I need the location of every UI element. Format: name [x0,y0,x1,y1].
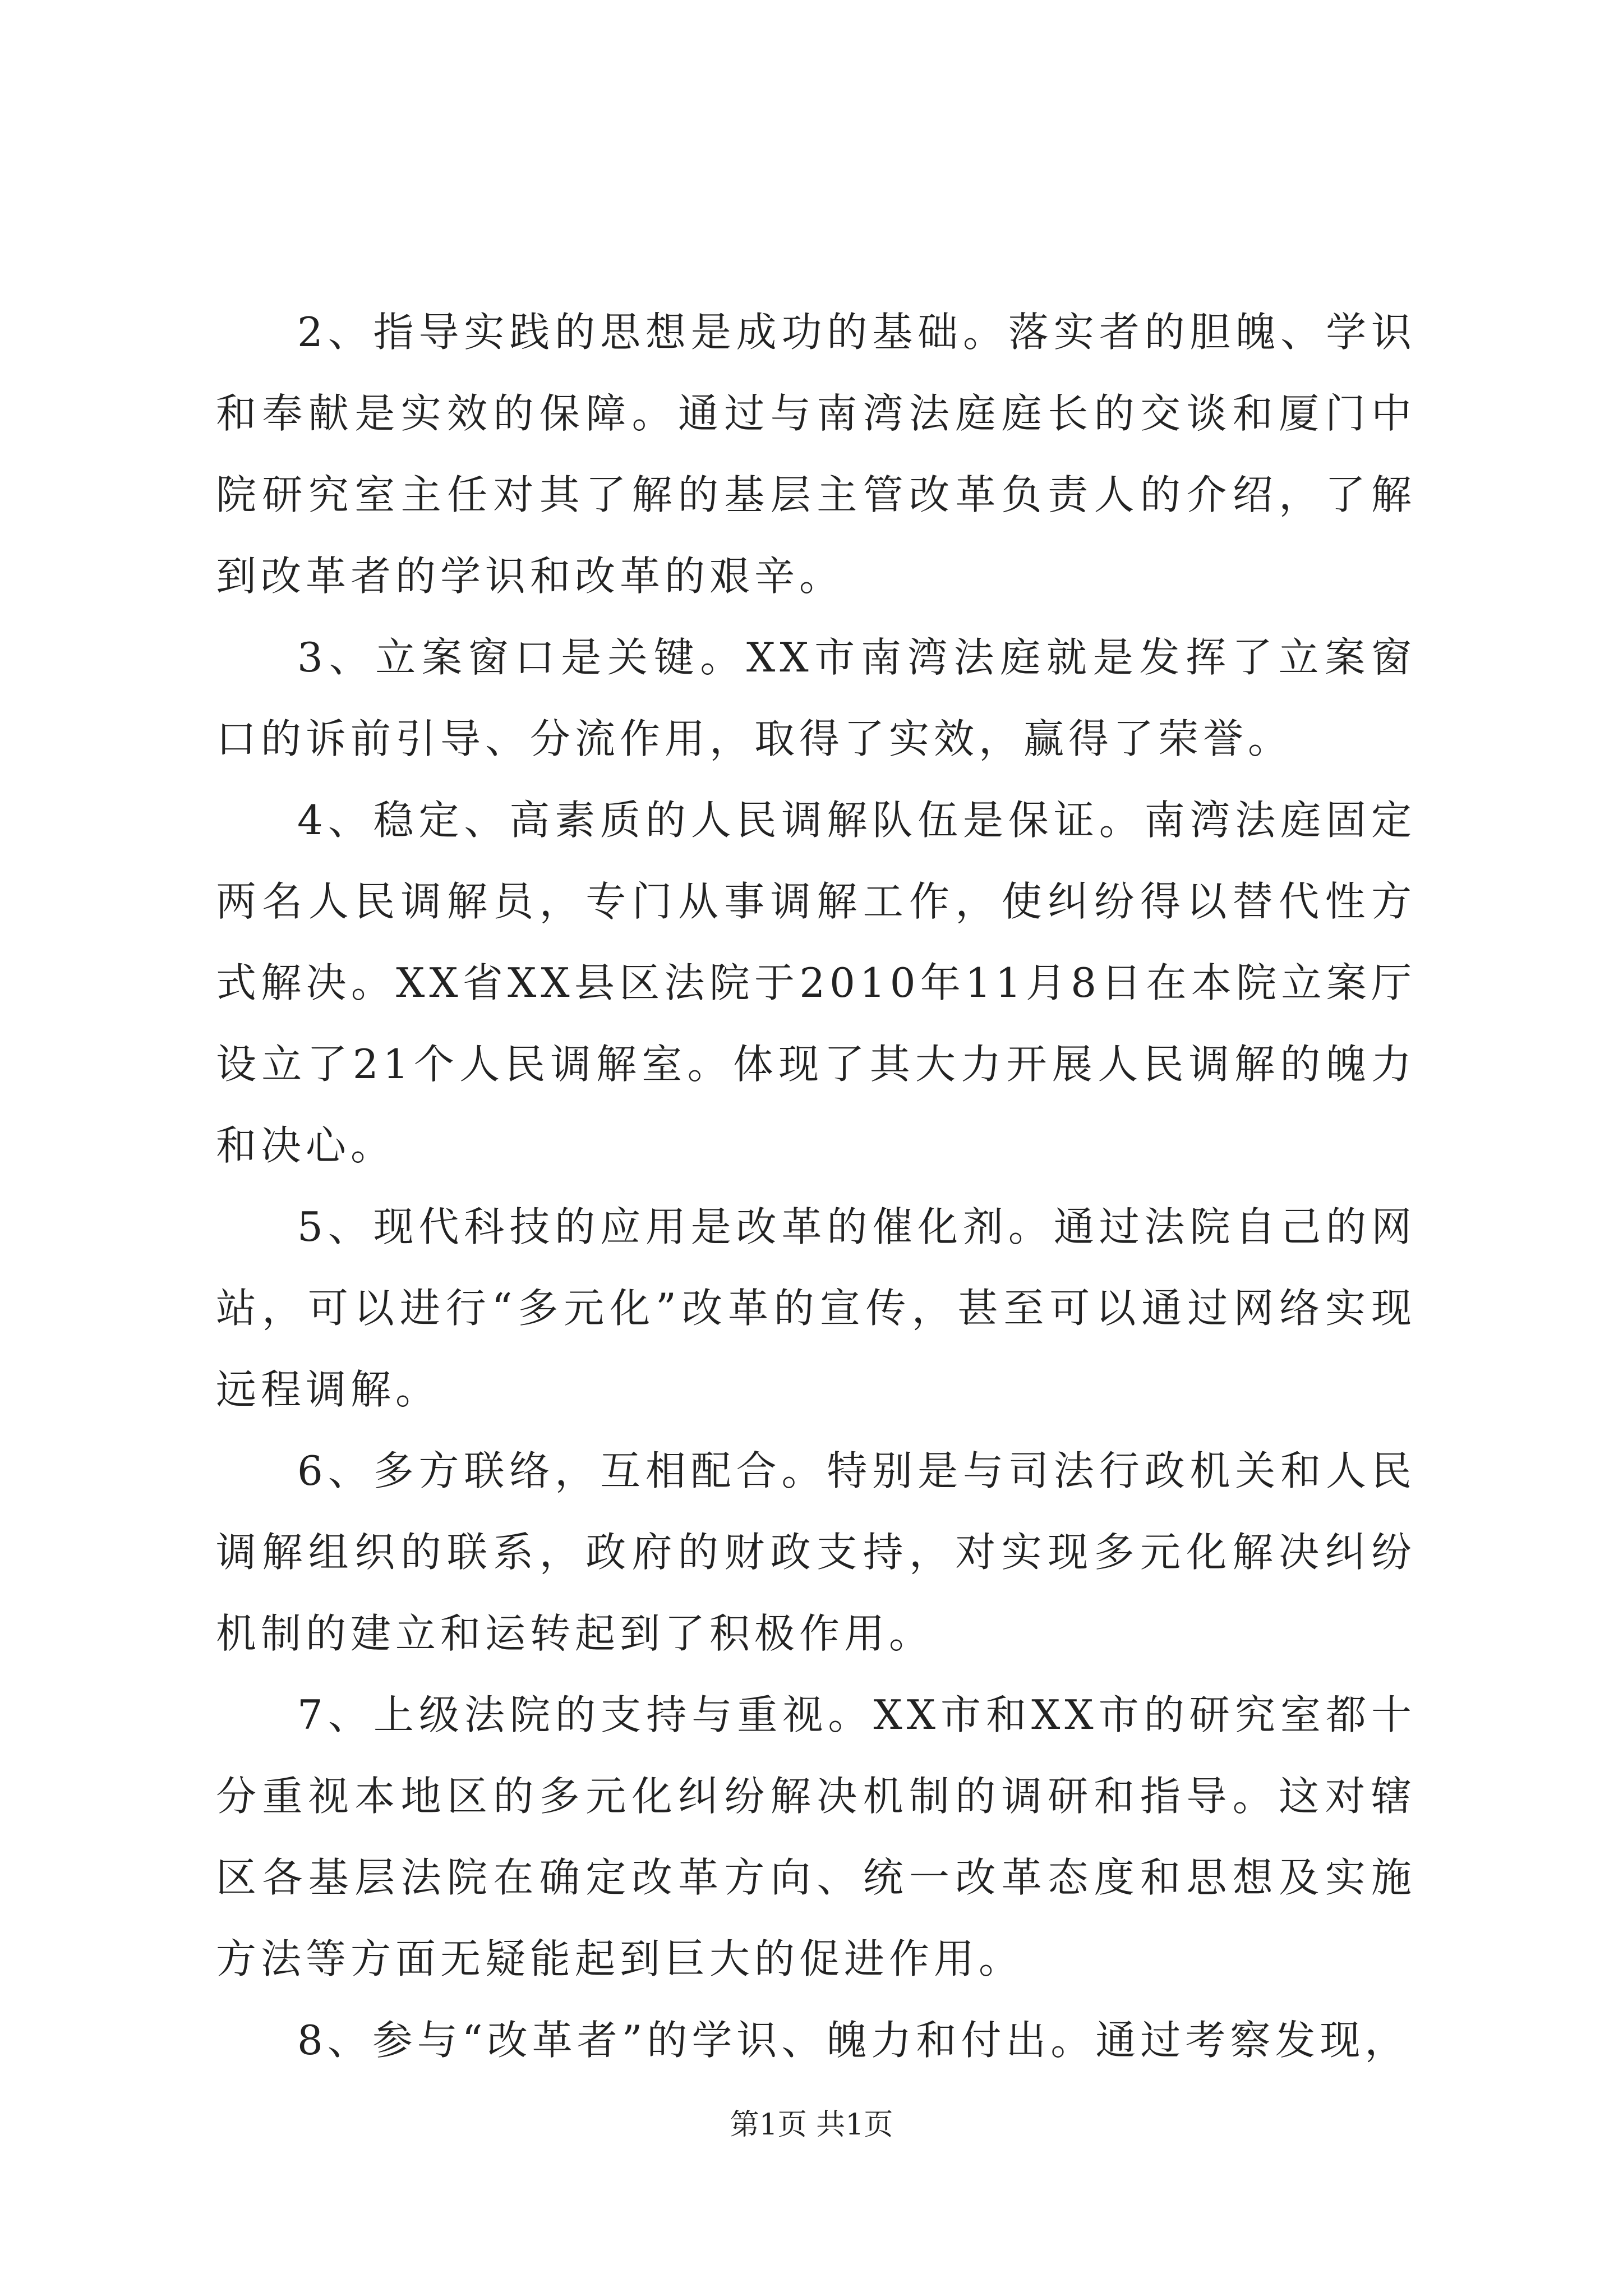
paragraph-2: 2、指导实践的思想是成功的基础。落实者的胆魄、学识和奉献是实效的保障。通过与南湾法庭庭长的交谈和厦门中院研究室主任对其了解的基层主管改革负责人的介绍，了解到改革者的学识和改革的艰辛。 [216,309,1416,600]
paragraph-3: 3、立案窗口是关键。XX市南湾法庭就是发挥了立案窗口的诉前引导、分流作用，取得了实效，赢得了荣誉。 [216,634,1416,762]
paragraph-4: 4、稳定、高素质的人民调解队伍是保证。南湾法庭固定两名人民调解员，专门从事调解工作，使纠纷得以替代性方式解决。XX省XX县区法院于2010年11月8日在本院立案厅设立了21个人民调解室。体现了其大力开展人民调解的魄力和决心。 [216,797,1416,1169]
paragraph-7: 7、上级法院的支持与重视。XX市和XX市的研究室都十分重视本地区的多元化纠纷解决机制的调研和指导。这对辖区各基层法院在确定改革方向、统一改革态度和思想及实施方法等方面无疑能起到巨大的促进作用。 [216,1691,1416,1982]
document-body [216,292,1416,2081]
paragraph-8: 8、参与“改革者”的学识、魄力和付出。通过考察发现， [297,2017,1410,2064]
page-footer: 第1页 共1页 [730,2108,893,2142]
paragraph-5: 5、现代科技的应用是改革的催化剂。通过法院自己的网站，可以进行“多元化”改革的宣传，甚至可以通过网络实现远程调解。 [216,1203,1416,1413]
paragraph-6: 6、多方联络，互相配合。特别是与司法行政机关和人民调解组织的联系，政府的财政支持，对实现多元化解决纠纷机制的建立和运转起到了积极作用。 [216,1447,1416,1657]
